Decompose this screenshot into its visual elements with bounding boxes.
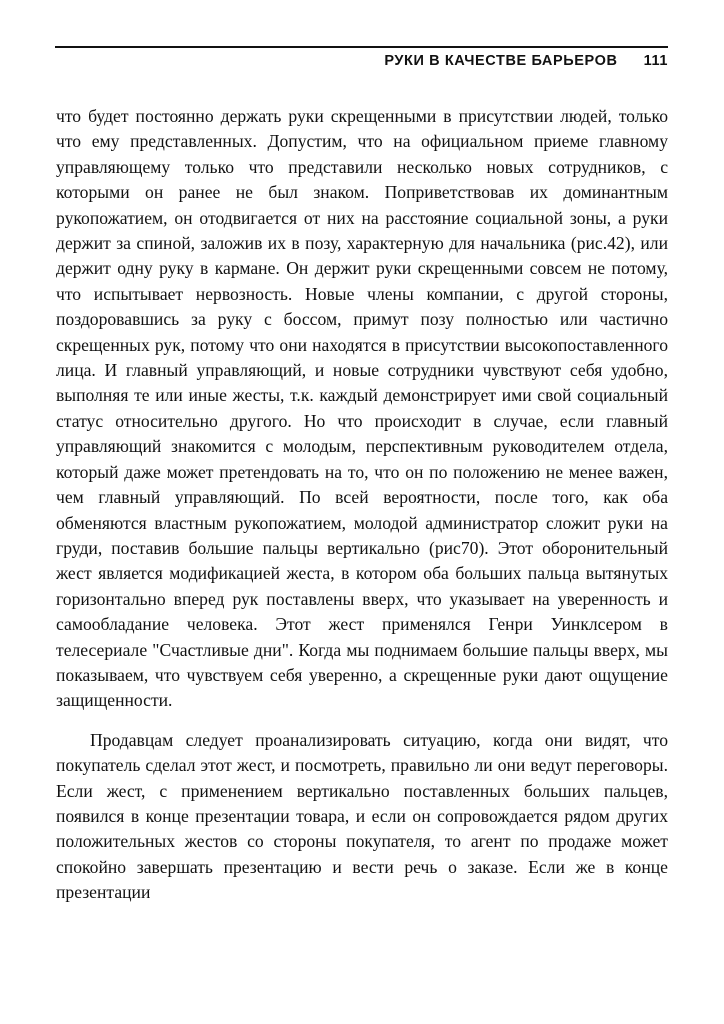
paragraph-1: что будет постоянно держать руки скрещенными в присутствии людей, только что ему представленных. Допустим, что на официальном приеме главному управляющему только что представили несколько новых сотрудников, с которыми он ранее не был знаком. Поприветствовав их доминантным рукопожатием, он отодвигается от них на расстояние социальной зоны, а руки держит за спиной, заложив их в позу, характерную для начальника (рис.42), или держит одну руку в кармане. Он держит руки скрещенными совсем не потому, что испытывает нервозность. Новые члены компании, с другой стороны, поздоровавшись за руку с боссом, примут позу полностью или частично скрещенных рук, потому что они находятся в присутствии высокопоставленного лица. И главный управляющий, и новые сотрудники чувствуют себя удобно, выполняя те или иные жесты, т.к. каждый демонстрирует ими свой социальный статус относительно другого. Но что происходит в случае, если главный управляющий знакомится с молодым, перспективным руководителем отдела, который даже может претендовать на то, что он по положению не менее важен, чем главный управляющий. По всей вероятности, после того, как оба обменяются властным рукопожатием, молодой администратор сложит руки на груди, поставив большие пальцы вертикально (рис70). Этот оборонительный жест является модификацией жеста, в котором оба больших пальца вытянутых горизонтально вперед рук поставлены вверх, что указывает на уверенность и самообладание человека. Этот жест применялся Генри Уинклсером в телесериале "Счастливые дни". Когда мы поднимаем большие пальцы вверх, мы показываем, что чувствуем себя уверенно, а скрещенные руки дают ощущение защищенности. [56,106,668,711]
body-text [56,104,668,906]
running-head-text [384,53,668,69]
running-head [55,46,668,74]
page-number: 111 [643,53,668,69]
header-rule [55,46,668,48]
running-head-title: РУКИ В КАЧЕСТВЕ БАРЬЕРОВ [384,53,618,69]
paragraph-2: Продавцам следует проанализировать ситуацию, когда они видят, что покупатель сделал этот жест, и посмотреть, правильно ли они ведут переговоры. Если жест, с применением вертикально поставленных больших пальцев, появился в конце презентации товара, и если он сопровождается рядом других положительных жестов со стороны покупателя, то агент по продаже может спокойно завершать презентацию и вести речь о заказе. Если же в конце презентации [56,729,668,903]
